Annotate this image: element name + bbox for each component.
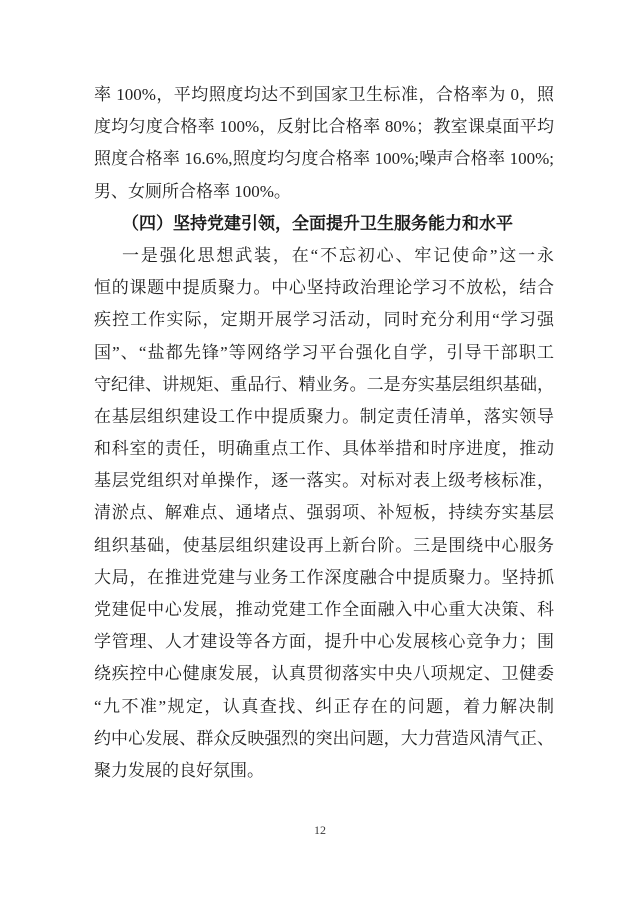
document-body bbox=[94, 79, 554, 787]
text-line: 率 100%，平均照度均达不到国家卫生标准，合格率为 0，照 bbox=[94, 85, 554, 104]
section-heading: （四）坚持党建引领，全面提升卫生服务能力和水平 bbox=[122, 213, 513, 233]
text-line: 男、女厕所合格率 100%。 bbox=[94, 181, 291, 201]
text-line: 大局，在推进党建与业务工作深度融合中提质聚力。坚持抓 bbox=[94, 567, 554, 587]
text-line: 聚力发展的良好氛围。 bbox=[94, 760, 264, 780]
page-number: 12 bbox=[314, 823, 326, 837]
text-line: 一是强化思想武装，在“不忘初心、牢记使命”这一永 bbox=[122, 245, 554, 265]
text-line: 学管理、人才建设等各方面，提升中心发展核心竞争力；围 bbox=[94, 632, 554, 652]
text-line: 守纪律、讲规矩、重品行、精业务。二是夯实基层组织基础， bbox=[94, 374, 554, 394]
text-line: 疾控工作实际，定期开展学习活动，同时充分利用“学习强 bbox=[94, 310, 554, 330]
text-line: 恒的课题中提质聚力。中心坚持政治理论学习不放松，结合 bbox=[94, 278, 554, 298]
text-line: 和科室的责任，明确重点工作、具体举措和时序进度，推动 bbox=[94, 439, 554, 459]
text-line: 在基层组织建设工作中提质聚力。制定责任清单，落实领导 bbox=[94, 406, 554, 426]
text-line: 组织基础，使基层组织建设再上新台阶。三是围绕中心服务 bbox=[94, 535, 554, 555]
text-line: 约中心发展、群众反映强烈的突出问题，大力营造风清气正、 bbox=[94, 728, 554, 748]
text-line: 绕疾控中心健康发展，认真贯彻落实中央八项规定、卫健委 bbox=[94, 664, 554, 684]
text-line: 基层党组织对单操作，逐一落实。对标对表上级考核标准， bbox=[94, 471, 554, 491]
text-line: 照度合格率 16.6%,照度均匀度合格率 100%;噪声合格率 100%; bbox=[94, 149, 554, 169]
text-line: 国”、“盐都先锋”等网络学习平台强化自学，引导干部职工 bbox=[94, 342, 554, 362]
text-line: 党建促中心发展，推动党建工作全面融入中心重大决策、科 bbox=[94, 600, 554, 619]
text-line: 度均匀度合格率 100%，反射比合格率 80%；教室课桌面平均 bbox=[94, 117, 554, 137]
text-line: “九不准”规定，认真查找、纠正存在的问题，着力解决制 bbox=[94, 696, 554, 716]
text-line: 清淤点、解难点、通堵点、强弱项、补短板，持续夯实基层 bbox=[94, 503, 554, 523]
